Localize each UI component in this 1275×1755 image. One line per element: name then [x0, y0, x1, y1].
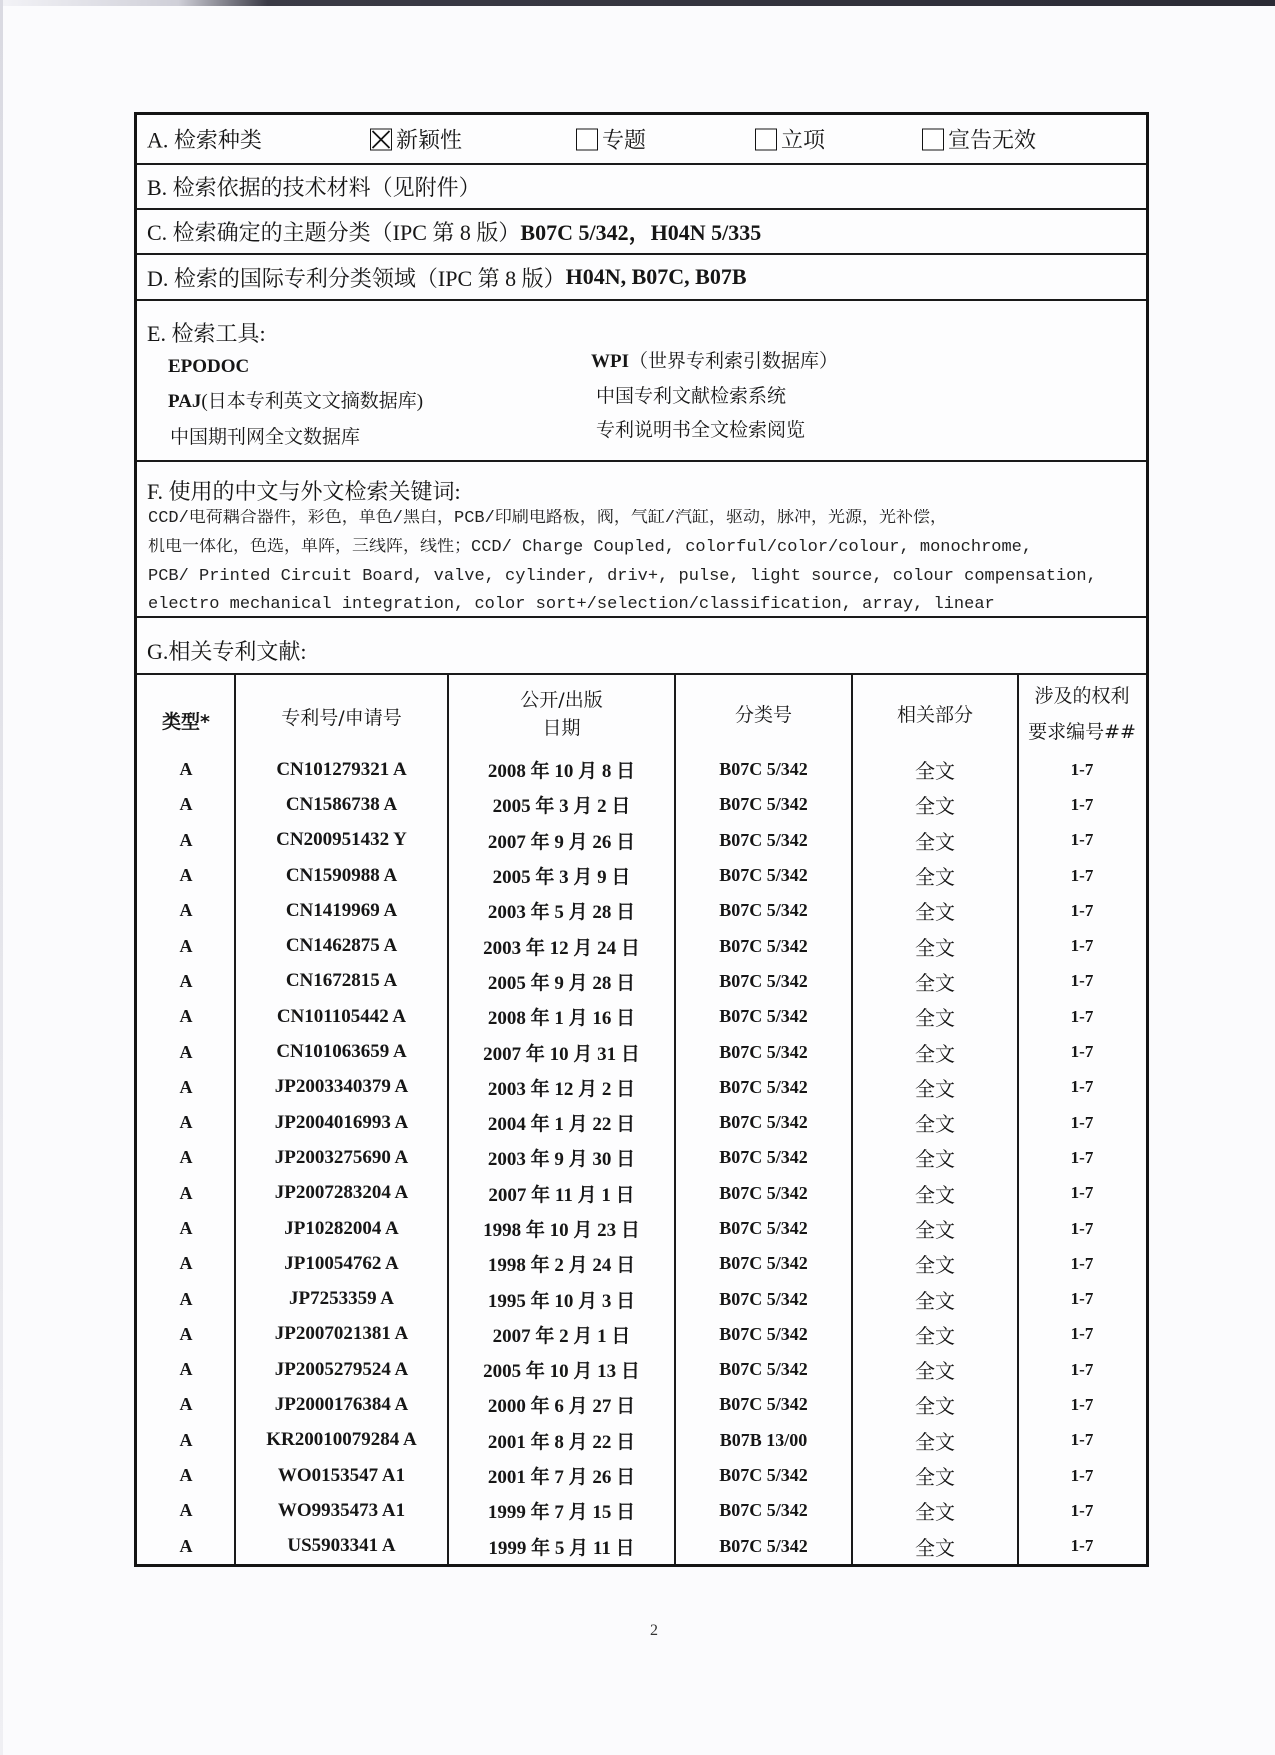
table-row [137, 1281, 1146, 1316]
cell-claims: 1-7 [1070, 1006, 1094, 1026]
search-tool-item [168, 390, 423, 414]
table-column-rule [447, 675, 449, 1564]
table-row [137, 1246, 1146, 1281]
cell-publication-date: 2007 年 9 月 26 日 [487, 831, 636, 853]
table-row [137, 1034, 1146, 1069]
cell-patent-number: CN1672815 A [285, 970, 398, 992]
cell-type: A [179, 1359, 193, 1380]
header-publication-date-line: 公开/出版 [520, 688, 603, 711]
cell-patent-number: JP2003340379 A [274, 1076, 409, 1098]
technical-basis-label: B. 检索依据的技术材料（见附件） [147, 175, 481, 200]
cell-relevant-part: 全文 [915, 831, 955, 854]
references-title: G.相关专利文献: [147, 639, 307, 664]
cell-classification: B07C 5/342 [719, 1218, 808, 1238]
cell-patent-number: US5903341 A [287, 1535, 396, 1557]
cell-relevant-part: 全文 [915, 1220, 955, 1242]
search-tool-item [168, 355, 249, 379]
cell-relevant-part: 全文 [915, 761, 955, 784]
cell-type: A [179, 794, 193, 815]
cell-type: A [179, 1500, 193, 1521]
keywords-line: CCD/电荷耦合器件，彩色，单色/黑白，PCB/印刷电路板，阀，气缸/汽缸，驱动，脉冲，光源，光补偿， [148, 509, 948, 528]
option-novelty-label: 新颖性 [396, 127, 463, 153]
cell-patent-number: CN1586738 A [285, 793, 398, 815]
cell-type: A [179, 1323, 193, 1344]
cell-patent-number: WO9935473 A1 [277, 1499, 406, 1521]
cell-publication-date: 2001 年 8 月 22 日 [487, 1431, 636, 1453]
option-novelty [370, 124, 462, 155]
cell-patent-number: CN1462875 A [285, 935, 398, 957]
cell-type: A [179, 1218, 193, 1238]
cell-relevant-part: 全文 [915, 1008, 955, 1031]
table-row [137, 787, 1146, 822]
search-tool-item [596, 385, 786, 409]
search-tool-desc: 专利说明书全文检索阅览 [596, 420, 806, 441]
table-column-rule [674, 675, 676, 1564]
cell-type: A [179, 1182, 193, 1203]
cell-claims: 1-7 [1070, 1253, 1094, 1273]
header-classification: 分类号 [734, 704, 792, 726]
cell-publication-date: 2005 年 3 月 9 日 [492, 867, 631, 889]
cell-classification: B07C 5/342 [719, 970, 808, 991]
table-row [137, 1529, 1146, 1564]
table-row [137, 1211, 1146, 1246]
cell-classification: B07C 5/342 [719, 1535, 808, 1556]
table-row [137, 928, 1146, 963]
cell-patent-number: CN101063659 A [276, 1041, 407, 1063]
checkbox-invalidation [922, 128, 944, 150]
cell-claims: 1-7 [1070, 1536, 1094, 1556]
cell-publication-date: 1995 年 10 月 3 日 [487, 1290, 636, 1312]
table-row [137, 1387, 1146, 1422]
table-row [137, 1070, 1146, 1105]
cell-classification: B07C 5/342 [719, 1323, 808, 1344]
cell-publication-date: 2003 年 12 月 24 日 [483, 937, 640, 959]
table-row [137, 1317, 1146, 1352]
search-tools-title: E. 检索工具: [147, 321, 266, 346]
option-project [755, 124, 825, 155]
search-tool-name: PAJ [168, 391, 202, 412]
keywords-line: PCB/ Printed Circuit Board, valve, cylinder, driv+, pulse, light source, colour compensation, [148, 567, 1097, 586]
cell-patent-number: JP2000176384 A [274, 1393, 409, 1415]
cell-patent-number: CN101279321 A [276, 758, 407, 780]
cell-classification: B07C 5/342 [719, 1253, 808, 1274]
cell-relevant-part: 全文 [915, 1396, 955, 1419]
cell-claims: 1-7 [1070, 759, 1094, 779]
cell-classification: B07C 5/342 [719, 759, 808, 780]
search-tool-name: WPI [591, 351, 629, 372]
cell-type: A [179, 759, 193, 780]
cell-publication-date: 2004 年 1 月 22 日 [487, 1114, 636, 1136]
search-tools-row [137, 301, 1146, 462]
check-x-icon [371, 129, 391, 149]
cell-relevant-part: 全文 [915, 1361, 955, 1384]
cell-relevant-part: 全文 [915, 1431, 955, 1454]
table-column-rule [851, 675, 853, 1564]
cell-classification: B07C 5/342 [719, 1076, 808, 1097]
checkbox-novelty [370, 128, 392, 150]
header-patent-number: 专利号/申请号 [281, 707, 402, 729]
references-title-row [137, 618, 1146, 675]
ipc-fields-value: H04N, B07C, B07B [565, 264, 747, 289]
checkbox-project [755, 128, 777, 150]
cell-relevant-part: 全文 [915, 1078, 955, 1101]
table-row [137, 1352, 1146, 1387]
cell-patent-number: CN200951432 Y [276, 829, 407, 851]
cell-publication-date: 2007 年 11 月 1 日 [488, 1184, 635, 1206]
table-row [137, 1176, 1146, 1211]
cell-publication-date: 2003 年 9 月 30 日 [487, 1149, 636, 1171]
table-header [137, 675, 1146, 752]
cell-publication-date: 2001 年 7 月 26 日 [487, 1467, 636, 1489]
table-row [137, 999, 1146, 1034]
cell-type: A [179, 1535, 193, 1556]
cell-relevant-part: 全文 [915, 1149, 955, 1172]
option-invalidation [922, 124, 1036, 155]
header-publication-date-line: 日期 [542, 716, 581, 739]
search-tool-desc: 中国专利文献检索系统 [596, 386, 787, 407]
cell-relevant-part: 全文 [915, 1467, 955, 1490]
cell-type: A [179, 1076, 193, 1097]
checkbox-topic [576, 128, 598, 150]
search-type-row [137, 115, 1146, 165]
table-row [137, 1458, 1146, 1493]
cell-patent-number: WO0153547 A1 [277, 1464, 406, 1486]
cell-patent-number: KR20010079284 A [266, 1429, 417, 1451]
table-row [137, 964, 1146, 999]
cell-patent-number: JP2004016993 A [274, 1111, 409, 1133]
cell-patent-number: JP2003275690 A [274, 1146, 409, 1168]
cell-publication-date: 2005 年 9 月 28 日 [487, 972, 636, 994]
cell-relevant-part: 全文 [915, 937, 955, 960]
ipc-fields-row [137, 255, 1146, 301]
search-type-label: A. 检索种类 [147, 127, 262, 153]
keywords-line: electro mechanical integration, color sort+/selection/classification, array, linear [148, 595, 995, 614]
header-claims-line: 要求编号## [1028, 720, 1136, 743]
cell-claims: 1-7 [1070, 971, 1094, 991]
cell-classification: B07C 5/342 [719, 865, 808, 886]
search-report-form [134, 112, 1149, 1567]
option-invalidation-label: 宣告无效 [948, 127, 1037, 153]
keywords-row [137, 462, 1146, 618]
cell-claims: 1-7 [1070, 1112, 1094, 1132]
cell-relevant-part: 全文 [915, 902, 955, 925]
table-body [137, 752, 1146, 1564]
cell-patent-number: JP2005279524 A [274, 1358, 409, 1380]
cell-relevant-part: 全文 [915, 1502, 955, 1525]
table-column-rule [1017, 675, 1019, 1564]
cell-type: A [179, 1147, 193, 1168]
cell-publication-date: 2008 年 1 月 16 日 [487, 1008, 636, 1030]
technical-basis-row [137, 165, 1146, 210]
cell-type: A [179, 1112, 193, 1133]
cell-claims: 1-7 [1070, 830, 1094, 850]
cell-claims: 1-7 [1070, 1218, 1094, 1238]
cell-classification: B07C 5/342 [719, 829, 808, 850]
cell-claims: 1-7 [1070, 1077, 1094, 1097]
cell-relevant-part: 全文 [915, 1043, 955, 1066]
search-tool-desc: (日本专利英文文摘数据库) [201, 391, 424, 412]
table-row [137, 1140, 1146, 1175]
scan-left-edge [0, 0, 3, 1755]
cell-publication-date: 2005 年 10 月 13 日 [483, 1361, 640, 1383]
cell-classification: B07C 5/342 [719, 1359, 808, 1380]
cell-relevant-part: 全文 [915, 1255, 955, 1278]
cell-claims: 1-7 [1070, 1183, 1094, 1203]
cell-publication-date: 1999 年 7 月 15 日 [487, 1502, 636, 1524]
cell-relevant-part: 全文 [915, 1290, 955, 1313]
subject-classification-label: C. 检索确定的主题分类（IPC 第 8 版） [147, 220, 521, 245]
table-column-rule [234, 675, 236, 1564]
cell-type: A [179, 935, 193, 956]
cell-claims: 1-7 [1070, 1394, 1094, 1414]
cell-patent-number: CN1419969 A [285, 899, 398, 921]
cell-publication-date: 2003 年 12 月 2 日 [487, 1078, 636, 1100]
cell-claims: 1-7 [1070, 1465, 1094, 1485]
cell-relevant-part: 全文 [915, 1114, 955, 1137]
cell-publication-date: 2000 年 6 月 27 日 [487, 1396, 636, 1418]
table-row [137, 1423, 1146, 1458]
cell-relevant-part: 全文 [915, 796, 955, 819]
cell-claims: 1-7 [1070, 794, 1094, 814]
cell-publication-date: 2007 年 10 月 31 日 [483, 1043, 640, 1065]
cell-classification: B07C 5/342 [719, 794, 808, 815]
search-tool-item [170, 426, 360, 450]
cell-classification: B07C 5/342 [719, 1006, 808, 1027]
cell-patent-number: JP10054762 A [284, 1252, 399, 1274]
option-topic [576, 124, 646, 155]
table-row [137, 752, 1146, 787]
cell-classification: B07C 5/342 [719, 1182, 808, 1203]
scan-edge-shadow [0, 0, 1275, 6]
cell-publication-date: 2005 年 3 月 2 日 [492, 796, 631, 818]
cell-type: A [179, 1006, 193, 1027]
cell-publication-date: 1998 年 2 月 24 日 [487, 1255, 636, 1277]
cell-claims: 1-7 [1070, 1147, 1094, 1167]
cell-type: A [179, 1429, 193, 1450]
ipc-fields-label: D. 检索的国际专利分类领域（IPC 第 8 版） [147, 265, 566, 291]
cell-classification: B07C 5/342 [719, 1500, 808, 1521]
option-topic-label: 专题 [602, 127, 647, 153]
cell-type: A [179, 900, 193, 921]
cell-classification: B07C 5/342 [719, 1394, 808, 1415]
search-tool-desc: （世界专利索引数据库） [629, 351, 839, 372]
cell-classification: B07C 5/342 [719, 1288, 808, 1309]
cell-claims: 1-7 [1070, 1500, 1094, 1520]
cell-classification: B07C 5/342 [719, 1147, 808, 1168]
cell-classification: B07C 5/342 [719, 1041, 808, 1062]
cell-claims: 1-7 [1070, 900, 1094, 920]
cell-classification: B07C 5/342 [719, 1112, 808, 1133]
header-claims-line: 涉及的权利 [1034, 684, 1130, 707]
cell-patent-number: JP7253359 A [288, 1288, 395, 1310]
cell-publication-date: 1998 年 10 月 23 日 [483, 1220, 640, 1241]
header-type: 类型* [162, 711, 210, 733]
cell-type: A [179, 865, 193, 886]
cell-claims: 1-7 [1070, 865, 1094, 885]
cell-claims: 1-7 [1070, 1359, 1094, 1379]
cell-classification: B07C 5/342 [719, 900, 808, 921]
cell-claims: 1-7 [1070, 1324, 1094, 1344]
cell-classification: B07C 5/342 [719, 935, 808, 956]
cell-publication-date: 2008 年 10 月 8 日 [487, 761, 636, 783]
cell-patent-number: CN1590988 A [285, 864, 398, 886]
option-project-label: 立项 [781, 127, 826, 153]
keywords-line: 机电一体化，色选，单阵，三线阵，线性；CCD/ Charge Coupled, colorful/color/colour, monochrome, [148, 538, 1033, 557]
cell-relevant-part: 全文 [915, 867, 955, 890]
cell-patent-number: JP10282004 A [284, 1217, 399, 1239]
cell-type: A [179, 1041, 193, 1062]
table-row [137, 893, 1146, 928]
cell-classification: B07B 13/00 [719, 1429, 808, 1450]
cell-claims: 1-7 [1070, 1289, 1094, 1309]
table-row [137, 858, 1146, 893]
cell-claims: 1-7 [1070, 936, 1094, 956]
header-claims [1018, 675, 1146, 752]
cell-relevant-part: 全文 [915, 1537, 955, 1560]
search-tool-desc: 中国期刊网全文数据库 [170, 427, 361, 448]
table-row [137, 1105, 1146, 1140]
page-number: 2 [650, 1622, 658, 1639]
cell-relevant-part: 全文 [915, 1184, 955, 1207]
header-publication-date [448, 675, 675, 752]
cell-publication-date: 2007 年 2 月 1 日 [492, 1325, 631, 1347]
subject-classification-value: B07C 5/342，H04N 5/335 [520, 220, 762, 245]
cell-publication-date: 1999 年 5 月 11 日 [488, 1537, 635, 1559]
cell-type: A [179, 829, 193, 850]
header-relevant-part: 相关部分 [896, 704, 973, 726]
cell-classification: B07C 5/342 [719, 1465, 808, 1486]
cell-publication-date: 2003 年 5 月 28 日 [487, 902, 636, 924]
cell-claims: 1-7 [1070, 1430, 1094, 1450]
cell-type: A [179, 1288, 193, 1309]
cell-type: A [179, 1465, 193, 1486]
subject-classification-row [137, 210, 1146, 255]
cell-relevant-part: 全文 [915, 1325, 955, 1348]
cell-patent-number: JP2007021381 A [274, 1323, 409, 1345]
cell-type: A [179, 1253, 193, 1274]
cell-patent-number: JP2007283204 A [274, 1182, 409, 1204]
search-tool-name: EPODOC [168, 356, 250, 377]
cell-relevant-part: 全文 [915, 972, 955, 995]
cell-type: A [179, 970, 193, 991]
cell-patent-number: CN101105442 A [276, 1005, 407, 1027]
search-tool-item [591, 350, 838, 374]
keywords-title: F. 使用的中文与外文检索关键词: [147, 479, 461, 504]
cell-claims: 1-7 [1070, 1042, 1094, 1062]
table-row [137, 823, 1146, 858]
search-tool-item [596, 419, 805, 443]
table-row [137, 1493, 1146, 1528]
cell-type: A [179, 1394, 193, 1415]
